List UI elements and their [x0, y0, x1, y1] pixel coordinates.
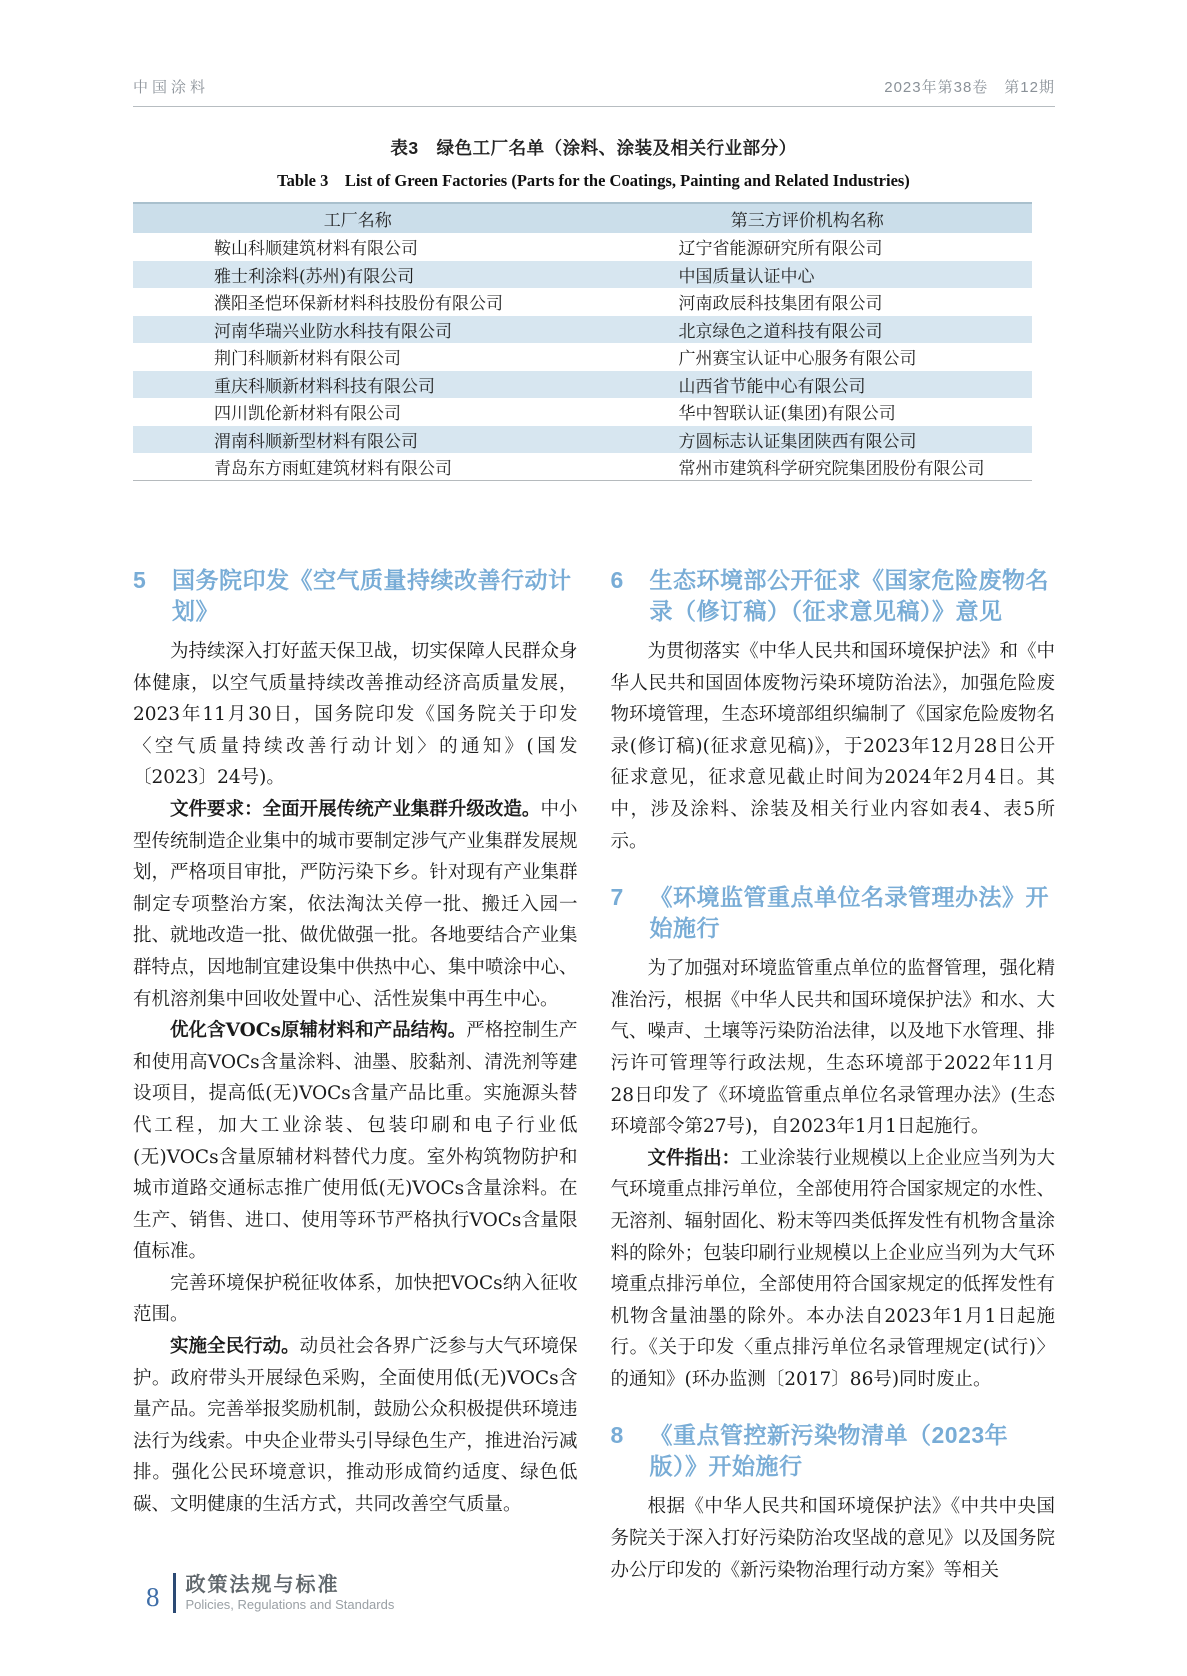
footer-divider-bar — [173, 1573, 176, 1613]
section-number: 6 — [610, 567, 624, 593]
table-row — [133, 426, 1032, 454]
table-row — [133, 316, 1032, 344]
paragraph — [611, 953, 1056, 1143]
table-caption-zh: 表3 绿色工厂名单（涂料、涂装及相关行业部分） — [390, 138, 797, 158]
paragraph-text: 动员社会各界广泛参与大气环境保护。政府带头开展绿色采购，全面使用低(无)VOCs含量产品。完善举报奖励机制，鼓励公众积极提供环境违法行为线索。中央企业带头引导绿色生产，推进治污减排。强化公民环境意识，推动形成简约适度、绿色低碳、文明健康的生活方式，共同改善空气质量。 — [133, 1336, 578, 1516]
paragraph — [611, 1491, 1056, 1586]
agency-name-cell: 山西省节能中心有限公司 — [678, 376, 866, 397]
footer-section-en: Policies, Regulations and Standards — [185, 1597, 395, 1612]
paragraph-text: 完善环境保护税征收体系，加快把VOCs纳入征收范围。 — [133, 1272, 578, 1326]
left-column — [133, 565, 578, 1586]
page-footer — [146, 1573, 394, 1613]
section-7 — [611, 882, 1056, 1395]
paragraph-text: 根据《中华人民共和国环境保护法》《中共中央国务院关于深入打好污染防治攻坚战的意见》以及国务院办公厅印发的《新污染物治理行动方案》等相关 — [610, 1496, 1055, 1581]
paragraph — [133, 1331, 578, 1521]
table-row — [133, 371, 1032, 399]
factory-name-cell: 渭南科顺新型材料有限公司 — [214, 431, 418, 452]
section-number: 5 — [133, 567, 147, 593]
factory-name-cell: 荆门科顺新材料有限公司 — [214, 349, 401, 370]
paragraph — [133, 636, 578, 794]
section-5-heading — [133, 565, 578, 627]
section-8-heading — [611, 1420, 1056, 1482]
green-factories-table-wrap — [133, 202, 1032, 481]
table-header-row — [133, 203, 1032, 233]
table-row — [133, 398, 1032, 426]
paragraph — [133, 1268, 578, 1331]
paragraph-text: 严格控制生产和使用高VOCs含量涂料、油墨、胶黏剂、清洗剂等建设项目，提高低(无)VOCs含量产品比重。实施源头替代工程，加大工业涂装、包装印刷和电子行业低(无)VOCs含量原辅材料替代力度。室外构筑物防护和城市道路交通标志推广使用低(无)VOCs含量涂料。在生产、销售、进口、使用等环节严格执行VOCs含量限值标准。 — [133, 1020, 578, 1263]
factory-name-cell: 青岛东方雨虹建筑材料有限公司 — [133, 453, 583, 481]
agency-name-cell: 方圆标志认证集团陕西有限公司 — [678, 431, 917, 452]
paragraph — [133, 794, 578, 1015]
column-header-factory-name: 工厂名称 — [133, 203, 583, 233]
agency-name-cell: 中国质量认证中心 — [678, 266, 815, 287]
factory-name-cell: 河南华瑞兴业防水科技有限公司 — [214, 321, 452, 342]
paragraph-text: 中小型传统制造企业集中的城市要制定涉气产业集群发展规划，严格项目审批，严防污染下乡。针对现有产业集群制定专项整治方案，依法淘汰关停一批、搬迁入园一批、就地改造一批、做优做强一批。各地要结合产业集群特点，因地制宜建设集中供热中心、集中喷涂中心、有机溶剂集中回收处置中心、活性炭集中再生中心。 — [133, 798, 578, 1010]
factory-name-cell: 濮阳圣恺环保新材料科技股份有限公司 — [214, 294, 503, 315]
table-row — [133, 288, 1032, 316]
table-row — [133, 233, 1032, 261]
page-number: 8 — [146, 1581, 160, 1612]
journal-name: 中国涂料 — [133, 79, 210, 96]
column-header-agency-name: 第三方评价机构名称 — [583, 203, 1033, 233]
agency-name-cell: 常州市建筑科学研究院集团股份有限公司 — [583, 453, 1033, 481]
factory-name-cell: 鞍山科顺建筑材料有限公司 — [214, 239, 418, 260]
footer-section-block — [186, 1573, 395, 1613]
agency-name-cell: 辽宁省能源研究所有限公司 — [678, 239, 883, 260]
paragraph-text: 为了加强对环境监管重点单位的监督管理，强化精准治污，根据《中华人民共和国环境保护法》和水、大气、噪声、土壤等污染防治法律，以及地下水管理、排污许可管理等行政法规，生态环境部于2022年11月28日印发了《环境监管重点单位名录管理办法》(生态环境部令第27号)，自2023年1月1日起施行。 — [610, 958, 1055, 1138]
table-row — [133, 261, 1032, 289]
table-row — [133, 343, 1032, 371]
section-6 — [611, 565, 1056, 857]
factory-name-cell: 四川凯伦新材料有限公司 — [214, 404, 401, 425]
section-title: 《重点管控新污染物清单（2023年版）》开始施行 — [649, 1422, 1009, 1480]
factory-name-cell: 重庆科顺新材料科技有限公司 — [214, 376, 435, 397]
paragraph — [611, 1143, 1056, 1396]
section-8 — [611, 1420, 1056, 1586]
running-head — [133, 76, 1055, 107]
agency-name-cell: 广州赛宝认证中心服务有限公司 — [678, 349, 917, 370]
table-caption-en: Table 3 List of Green Factories (Parts for the Coatings, Painting and Related Industries) — [277, 171, 910, 190]
factory-name-cell: 雅士利涂料(苏州)有限公司 — [214, 266, 415, 287]
paragraph-text: 工业涂装行业规模以上企业应当列为大气环境重点排污单位，全部使用符合国家规定的水性、无溶剂、辐射固化、粉末等四类低挥发性有机物含量涂料的除外；包装印刷行业规模以上企业应当列为大气环境重点排污单位，全部使用符合国家规定的低挥发性有机物含量油墨的除外。本办法自2023年1月1日起施行。《关于印发〈重点排污单位名录管理规定(试行)〉的通知》(环办监测〔2017〕86号)同时废止。 — [610, 1147, 1055, 1390]
section-7-heading — [611, 882, 1056, 944]
paragraph-lead: 优化含VOCs原辅材料和产品结构。 — [170, 1020, 467, 1042]
footer-section-zh: 政策法规与标准 — [185, 1574, 340, 1596]
section-title: 国务院印发《空气质量持续改善行动计划》 — [172, 567, 572, 624]
table-row — [133, 453, 1032, 481]
paragraph-lead: 实施全民行动。 — [170, 1336, 300, 1358]
article-columns — [133, 565, 1055, 1586]
right-column — [611, 565, 1056, 1586]
journal-page — [0, 76, 1187, 1676]
section-6-heading — [611, 565, 1056, 627]
agency-name-cell: 华中智联认证(集团)有限公司 — [678, 404, 896, 425]
green-factories-table — [133, 202, 1032, 481]
section-number: 7 — [610, 884, 624, 911]
paragraph — [611, 636, 1056, 857]
paragraph-lead: 文件指出： — [647, 1147, 741, 1169]
agency-name-cell: 河南政辰科技集团有限公司 — [678, 294, 883, 315]
paragraph — [133, 1015, 578, 1268]
agency-name-cell: 北京绿色之道科技有限公司 — [678, 321, 883, 342]
paragraph-text: 为贯彻落实《中华人民共和国环境保护法》和《中华人民共和国固体废物污染环境防治法》，加强危险废物环境管理，生态环境部组织编制了《国家危险废物名录(修订稿)(征求意见稿)》，于2023年12月28日公开征求意见，征求意见截止时间为2024年2月4日。其中，涉及涂料、涂装及相关行业内容如表4、表5所示。 — [610, 641, 1055, 852]
paragraph-text: 为持续深入打好蓝天保卫战，切实保障人民群众身体健康，以空气质量持续改善推动经济高质量发展，2023年11月30日，国务院印发《国务院关于印发〈空气质量持续改善行动计划〉的通知》(国发〔2023〕24号)。 — [133, 641, 578, 789]
section-5 — [133, 565, 578, 1521]
section-title: 生态环境部公开征求《国家危险废物名录（修订稿）（征求意见稿）》意见 — [649, 567, 1049, 624]
section-title: 《环境监管重点单位名录管理办法》开始施行 — [649, 884, 1049, 942]
section-number: 8 — [610, 1422, 624, 1449]
issue-info: 2023年第38卷 第12期 — [884, 79, 1055, 96]
paragraph-lead: 文件要求：全面开展传统产业集群升级改造。 — [170, 798, 541, 820]
